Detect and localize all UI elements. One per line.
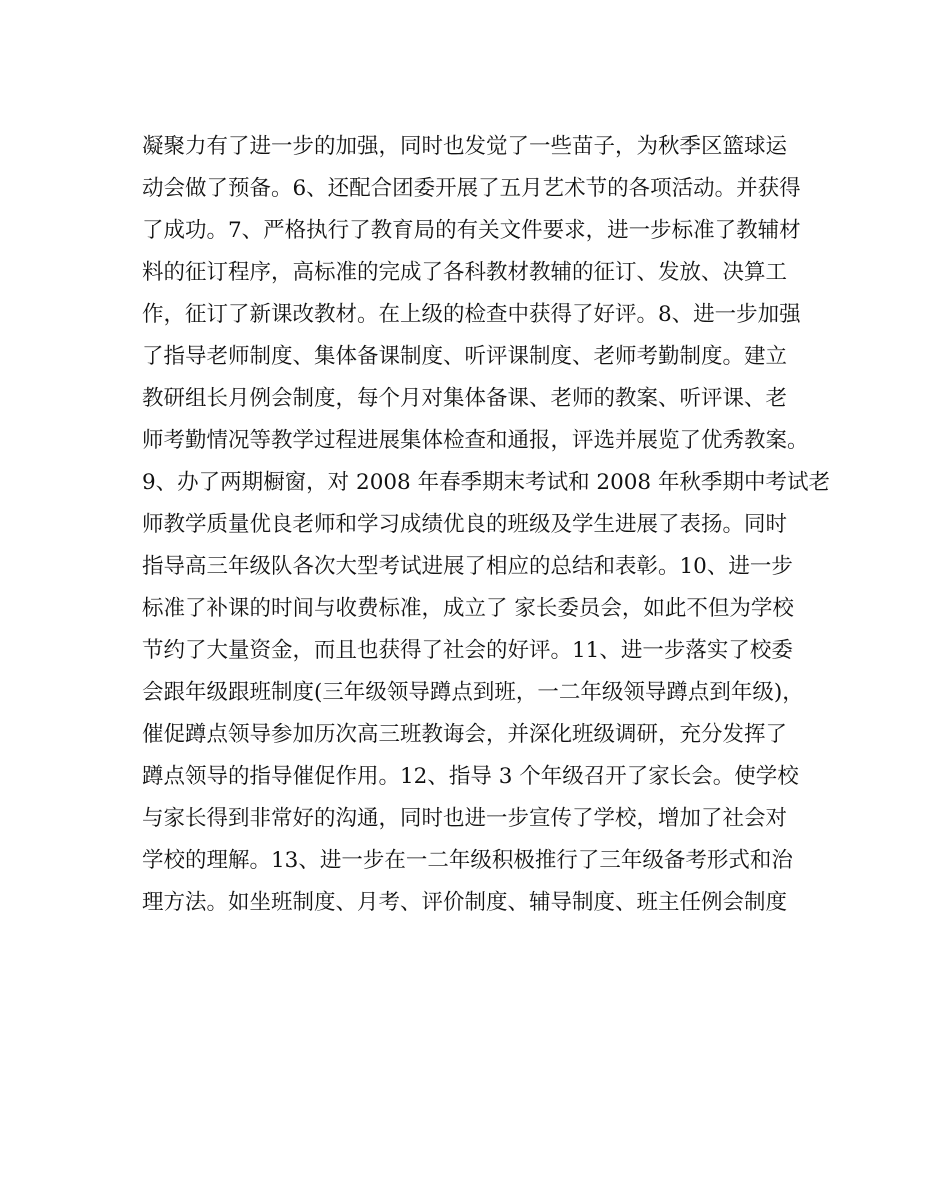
- text-line: 节约了大量资金，而且也获得了社会的好评。11、进一步落实了校委: [142, 638, 793, 663]
- text-line: 凝聚力有了进一步的加强，同时也发觉了一些苗子，为秋季区篮球运: [142, 134, 788, 159]
- text-line: 作，征订了新课改教材。在上级的检查中获得了好评。8、进一步加强: [142, 302, 801, 327]
- text-line: 了指导老师制度、集体备课制度、听评课制度、老师考勤制度。建立: [142, 344, 788, 369]
- text-line: 与家长得到非常好的沟通，同时也进一步宣传了学校，增加了社会对: [142, 806, 788, 831]
- text-line: 指导高三年级队各次大型考试进展了相应的总结和表彰。10、进一步: [142, 554, 793, 579]
- text-line: 标准了补课的时间与收费标准，成立了 家长委员会，如此不但为学校: [142, 596, 794, 621]
- text-line: 了成功。7、严格执行了教育局的有关文件要求，进一步标准了教辅材: [142, 218, 801, 243]
- text-line: 理方法。如坐班制度、月考、评价制度、辅导制度、班主任例会制度: [142, 890, 788, 915]
- text-line: 学校的理解。13、进一步在一二年级积极推行了三年级备考形式和治: [142, 848, 793, 873]
- text-line: 教研组长月例会制度，每个月对集体备课、老师的教案、听评课、老: [142, 386, 788, 411]
- text-line: 师教学质量优良老师和学习成绩优良的班级及学生进展了表扬。同时: [142, 512, 788, 537]
- text-line: 蹲点领导的指导催促作用。12、指导 3 个年级召开了家长会。使学校: [142, 764, 799, 789]
- text-line: 师考勤情况等教学过程进展集体检查和通报，评选并展览了优秀教案。: [142, 428, 809, 453]
- body-text: [142, 126, 830, 924]
- text-line: 会跟年级跟班制度(三年级领导蹲点到班，一二年级领导蹲点到年级)，: [142, 680, 804, 705]
- text-line: 料的征订程序，高标准的完成了各科教材教辅的征订、发放、决算工: [142, 260, 788, 285]
- text-line: 9、办了两期橱窗，对 2008 年春季期末考试和 2008 年秋季期中考试老: [142, 470, 830, 495]
- text-line: 动会做了预备。6、还配合团委开展了五月艺术节的各项活动。并获得: [142, 176, 801, 201]
- text-line: 催促蹲点领导参加历次高三班教诲会，并深化班级调研，充分发挥了: [142, 722, 788, 747]
